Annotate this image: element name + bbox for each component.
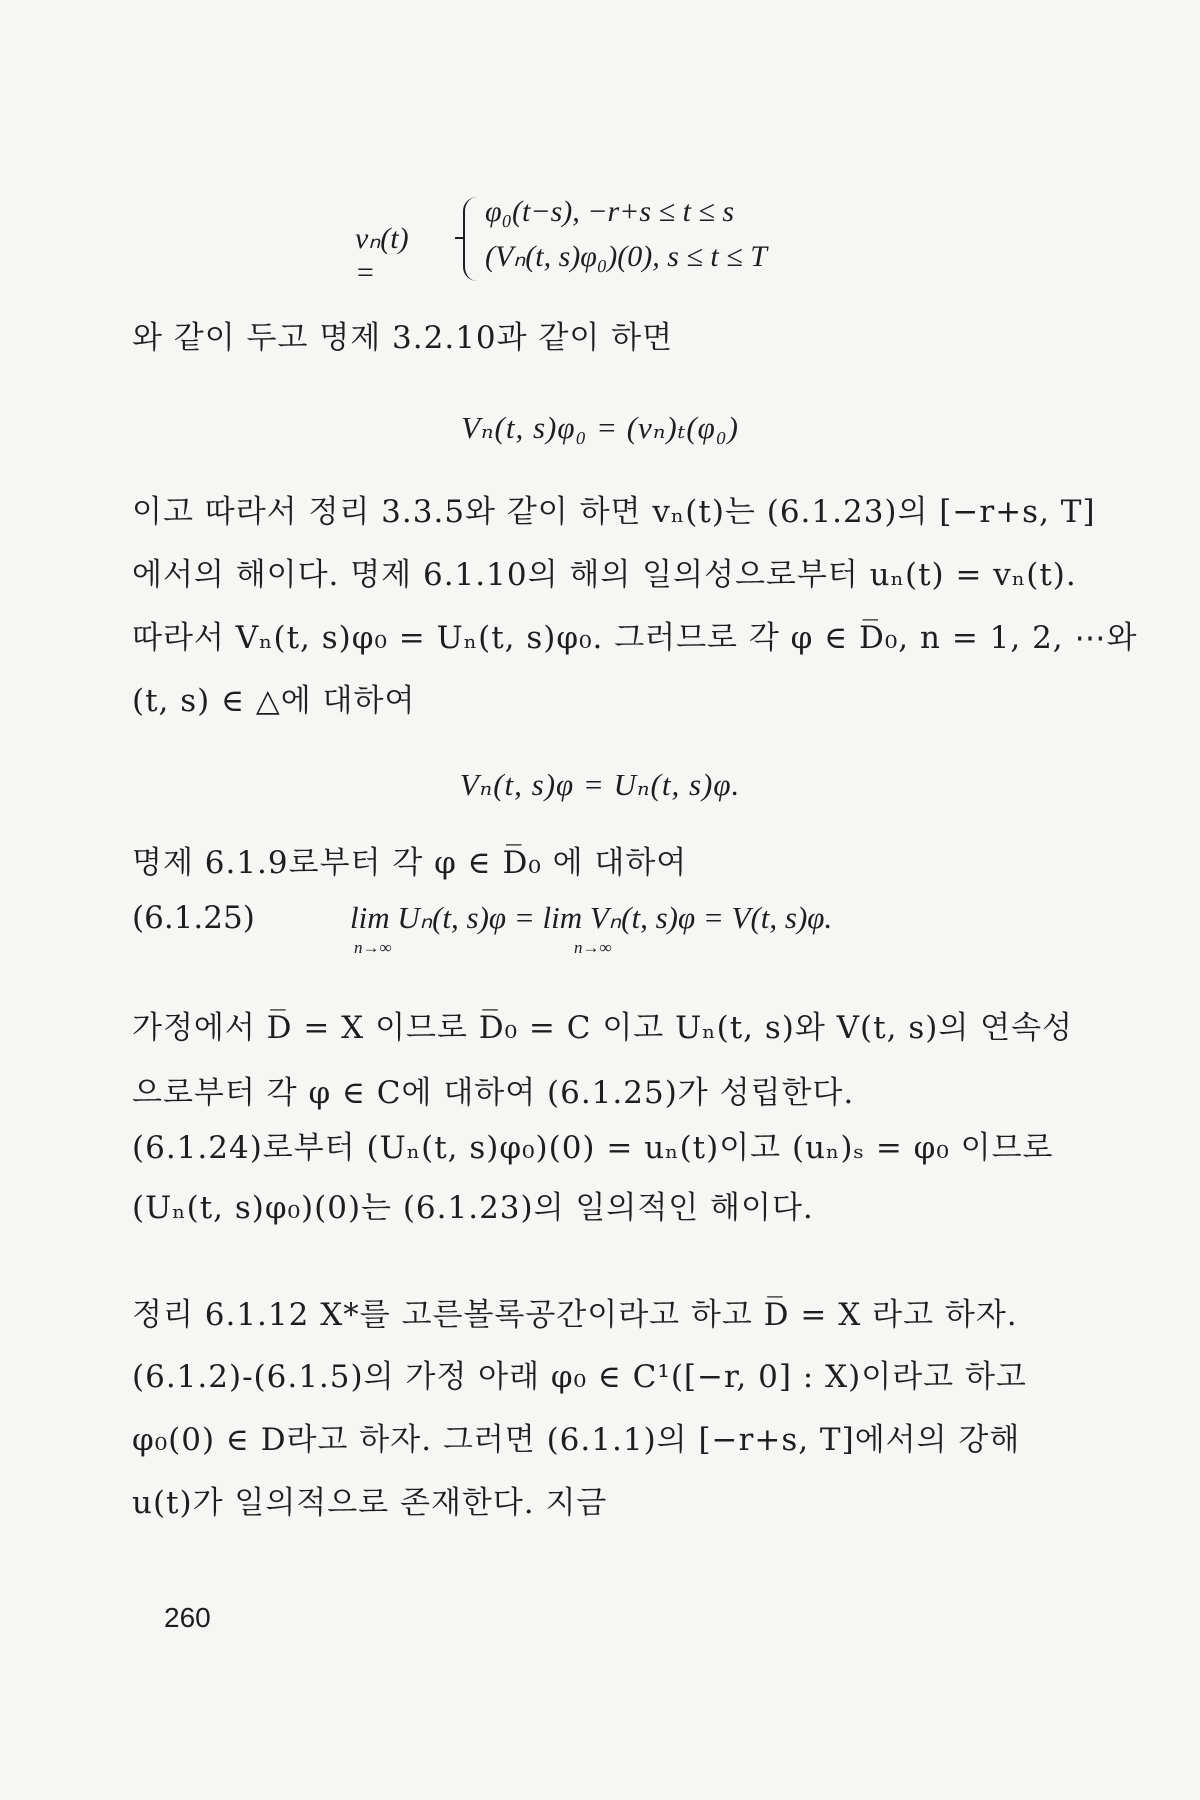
theorem-line-4: u(t)가 일의적으로 존재한다. 지금 <box>132 1485 608 1521</box>
text-line-1: 와 같이 두고 명제 3.2.10과 같이 하면 <box>132 320 674 356</box>
equation-1: Vₙ(t, s)φ₀ = (vₙ)ₜ(φ₀) <box>461 410 739 445</box>
equation-number: (6.1.25) <box>132 900 255 936</box>
piecewise-lhs: vₙ(t) = <box>355 222 409 289</box>
text-line-7: 가정에서 D̅ = X 이므로 D̅₀ = C 이고 Uₙ(t, s)와 V(t, s)의 연속성 <box>132 1010 1073 1046</box>
limit-equation-body: lim Uₙ(t, s)φ = lim Vₙ(t, s)φ = V(t, s)φ. <box>350 900 833 935</box>
limit-equation <box>132 900 1132 970</box>
text-line-9: (6.1.24)로부터 (Uₙ(t, s)φ₀)(0) = uₙ(t)이고 (uₙ)ₛ = φ₀ 이므로 <box>132 1130 1054 1166</box>
text-line-5: (t, s) ∈ △에 대하여 <box>132 683 416 719</box>
limit-subscript-1: n→∞ <box>354 938 392 957</box>
theorem-line-1: 정리 6.1.12 X*를 고른볼록공간이라고 하고 D̅ = X 라고 하자. <box>132 1297 1018 1333</box>
theorem-line-2: (6.1.2)-(6.1.5)의 가정 아래 φ₀ ∈ C¹([−r, 0] : X)이라고 하고 <box>132 1359 1027 1395</box>
left-brace <box>463 197 479 281</box>
text-line-2: 이고 따라서 정리 3.3.5와 같이 하면 vₙ(t)는 (6.1.23)의 [−r+s, T] <box>132 494 1096 530</box>
text-line-8: 으로부터 각 φ ∈ C에 대하여 (6.1.25)가 성립한다. <box>132 1075 855 1111</box>
text-line-4: 따라서 Vₙ(t, s)φ₀ = Uₙ(t, s)φ₀. 그러므로 각 φ ∈ D̅₀, n = 1, 2, ⋯와 <box>132 620 1138 656</box>
text-line-10: (Uₙ(t, s)φ₀)(0)는 (6.1.23)의 일의적인 해이다. <box>132 1190 814 1226</box>
piecewise-case-2: (Vₙ(t, s)φ₀)(0), s ≤ t ≤ T <box>485 240 767 273</box>
page-number: 260 <box>164 1602 211 1633</box>
piecewise-case-1: φ₀(t−s), −r+s ≤ t ≤ s <box>485 195 735 228</box>
equation-2: Vₙ(t, s)φ = Uₙ(t, s)φ. <box>459 767 741 802</box>
text-line-3: 에서의 해이다. 명제 6.1.10의 해의 일의성으로부터 uₙ(t) = vₙ(t). <box>132 557 1077 593</box>
theorem-line-3: φ₀(0) ∈ D라고 하자. 그러면 (6.1.1)의 [−r+s, T]에서의 강해 <box>132 1422 1021 1458</box>
limit-subscript-2: n→∞ <box>574 938 612 957</box>
text-line-6: 명제 6.1.9로부터 각 φ ∈ D̅₀ 에 대하여 <box>132 845 688 881</box>
